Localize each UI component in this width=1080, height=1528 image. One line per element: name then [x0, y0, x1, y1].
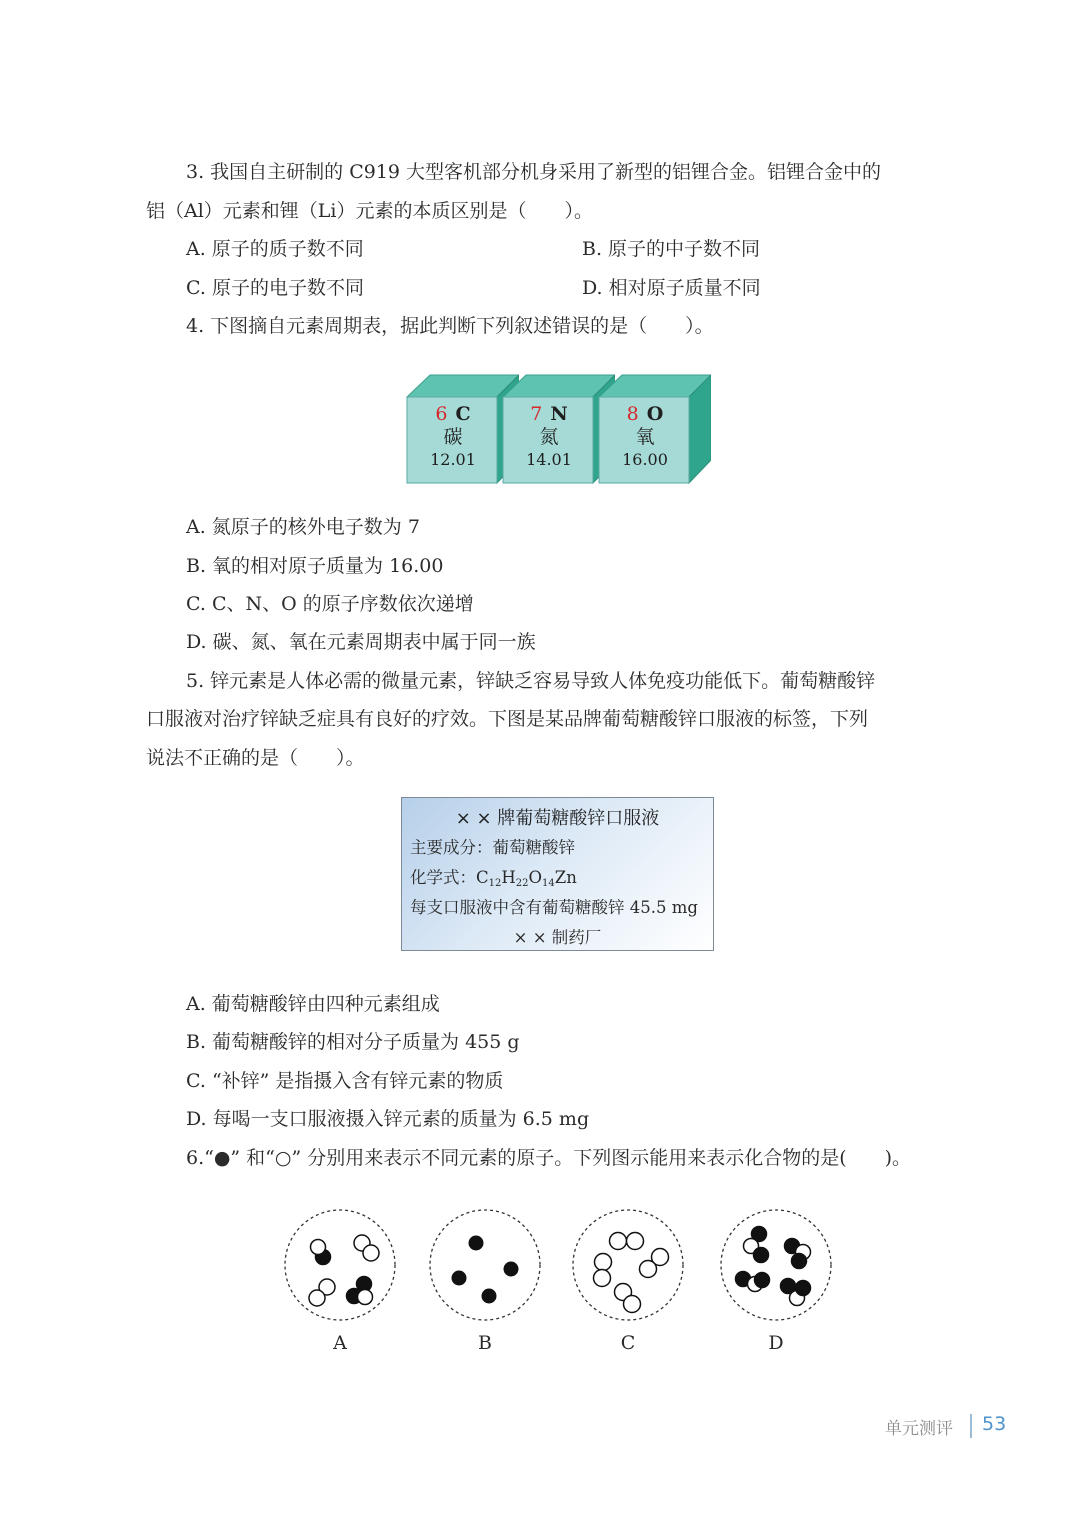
q3-line-2: 铝（Al）元素和锂（Li）元素的本质区别是（ ）。	[146, 200, 593, 222]
formula-prefix: 化学式：	[410, 868, 476, 887]
q5-option-b: B. 葡萄糖酸锌的相对分子质量为 455 g	[186, 1031, 520, 1053]
label-content: 每支口服液中含有葡萄糖酸锌 45.5 mg	[410, 898, 698, 917]
q5-option-c: C. “补锌” 是指摄入含有锌元素的物质	[186, 1070, 504, 1092]
diagram-b-atoms	[452, 1236, 519, 1304]
footer-section-title: 单元测评	[885, 1419, 953, 1439]
atomic-mass: 16.00	[622, 450, 668, 469]
q4-line-1: 4. 下图摘自元素周期表，据此判断下列叙述错误的是（ ）。	[186, 315, 714, 337]
atomic-mass: 14.01	[526, 450, 572, 469]
element-name: 氧	[635, 426, 655, 448]
formula-hydrogen: H	[501, 868, 516, 887]
molecule-diagrams	[270, 1200, 850, 1330]
q4-option-d: D. 碳、氮、氧在元素周期表中属于同一族	[186, 631, 536, 653]
element-symbol: N	[550, 403, 568, 425]
label-factory: × × 制药厂	[513, 928, 602, 947]
formula-oxygen: O	[528, 868, 543, 887]
q3-line-1: 3. 我国自主研制的 C919 大型客机部分机身采用了新型的铝锂合金。铝锂合金中的	[186, 161, 882, 183]
q4-option-c: C. C、N、O 的原子序数依次递增	[186, 593, 474, 615]
q5-option-d: D. 每喝一支口服液摄入锌元素的质量为 6.5 mg	[186, 1108, 590, 1130]
formula-carbon: C	[476, 868, 489, 887]
periodic-table-excerpt	[405, 372, 715, 487]
formula-carbon-count: 12	[488, 878, 502, 889]
diagram-label-c: C	[620, 1332, 636, 1354]
medicine-label	[401, 797, 714, 951]
q3-option-a: A. 原子的质子数不同	[186, 238, 364, 260]
q5-option-a: A. 葡萄糖酸锌由四种元素组成	[186, 993, 440, 1015]
atomic-number: 6	[435, 403, 448, 425]
q4-option-a: A. 氮原子的核外电子数为 7	[186, 516, 420, 538]
element-symbol: O	[646, 403, 664, 425]
atomic-number: 7	[530, 403, 543, 425]
element-name: 碳	[443, 426, 463, 448]
diagram-label-d: D	[768, 1332, 784, 1354]
diagram-d-boundary	[721, 1210, 831, 1320]
atomic-number: 8	[626, 403, 639, 425]
diagram-a-atoms	[309, 1235, 379, 1306]
formula-hydrogen-count: 22	[515, 878, 529, 889]
q5-line-3: 说法不正确的是（ ）。	[146, 747, 365, 769]
formula-zinc: Zn	[554, 868, 577, 887]
label-ingredient: 主要成分：葡萄糖酸锌	[410, 838, 575, 857]
q4-option-b: B. 氧的相对原子质量为 16.00	[186, 555, 444, 577]
page-number: 53	[982, 1413, 1007, 1435]
atomic-mass: 12.01	[430, 450, 476, 469]
diagram-label-a: A	[333, 1332, 347, 1354]
diagram-a-boundary	[285, 1210, 395, 1320]
footer-divider	[970, 1414, 972, 1438]
q5-line-2: 口服液对治疗锌缺乏症具有良好的疗效。下图是某品牌葡萄糖酸锌口服液的标签，下列	[146, 708, 869, 730]
label-formula	[410, 864, 577, 889]
element-symbol: C	[455, 403, 471, 425]
diagram-d-atoms	[736, 1227, 811, 1306]
element-cell-oxygen	[597, 372, 711, 484]
q3-option-d: D. 相对原子质量不同	[582, 277, 761, 299]
diagram-b-boundary	[430, 1210, 540, 1320]
label-title: × × 牌葡萄糖酸锌口服液	[455, 808, 660, 829]
q5-line-1: 5. 锌元素是人体必需的微量元素，锌缺乏容易导致人体免疫功能低下。葡萄糖酸锌	[186, 670, 876, 692]
formula-oxygen-count: 14	[542, 878, 555, 889]
q3-option-b: B. 原子的中子数不同	[582, 238, 761, 260]
q6-line-1: 6.“●” 和“○” 分别用来表示不同元素的原子。下列图示能用来表示化合物的是( )。	[186, 1147, 912, 1169]
element-name: 氮	[539, 426, 559, 448]
diagram-label-b: B	[478, 1332, 492, 1354]
q3-option-c: C. 原子的电子数不同	[186, 277, 364, 299]
diagram-c-atoms	[594, 1233, 669, 1313]
